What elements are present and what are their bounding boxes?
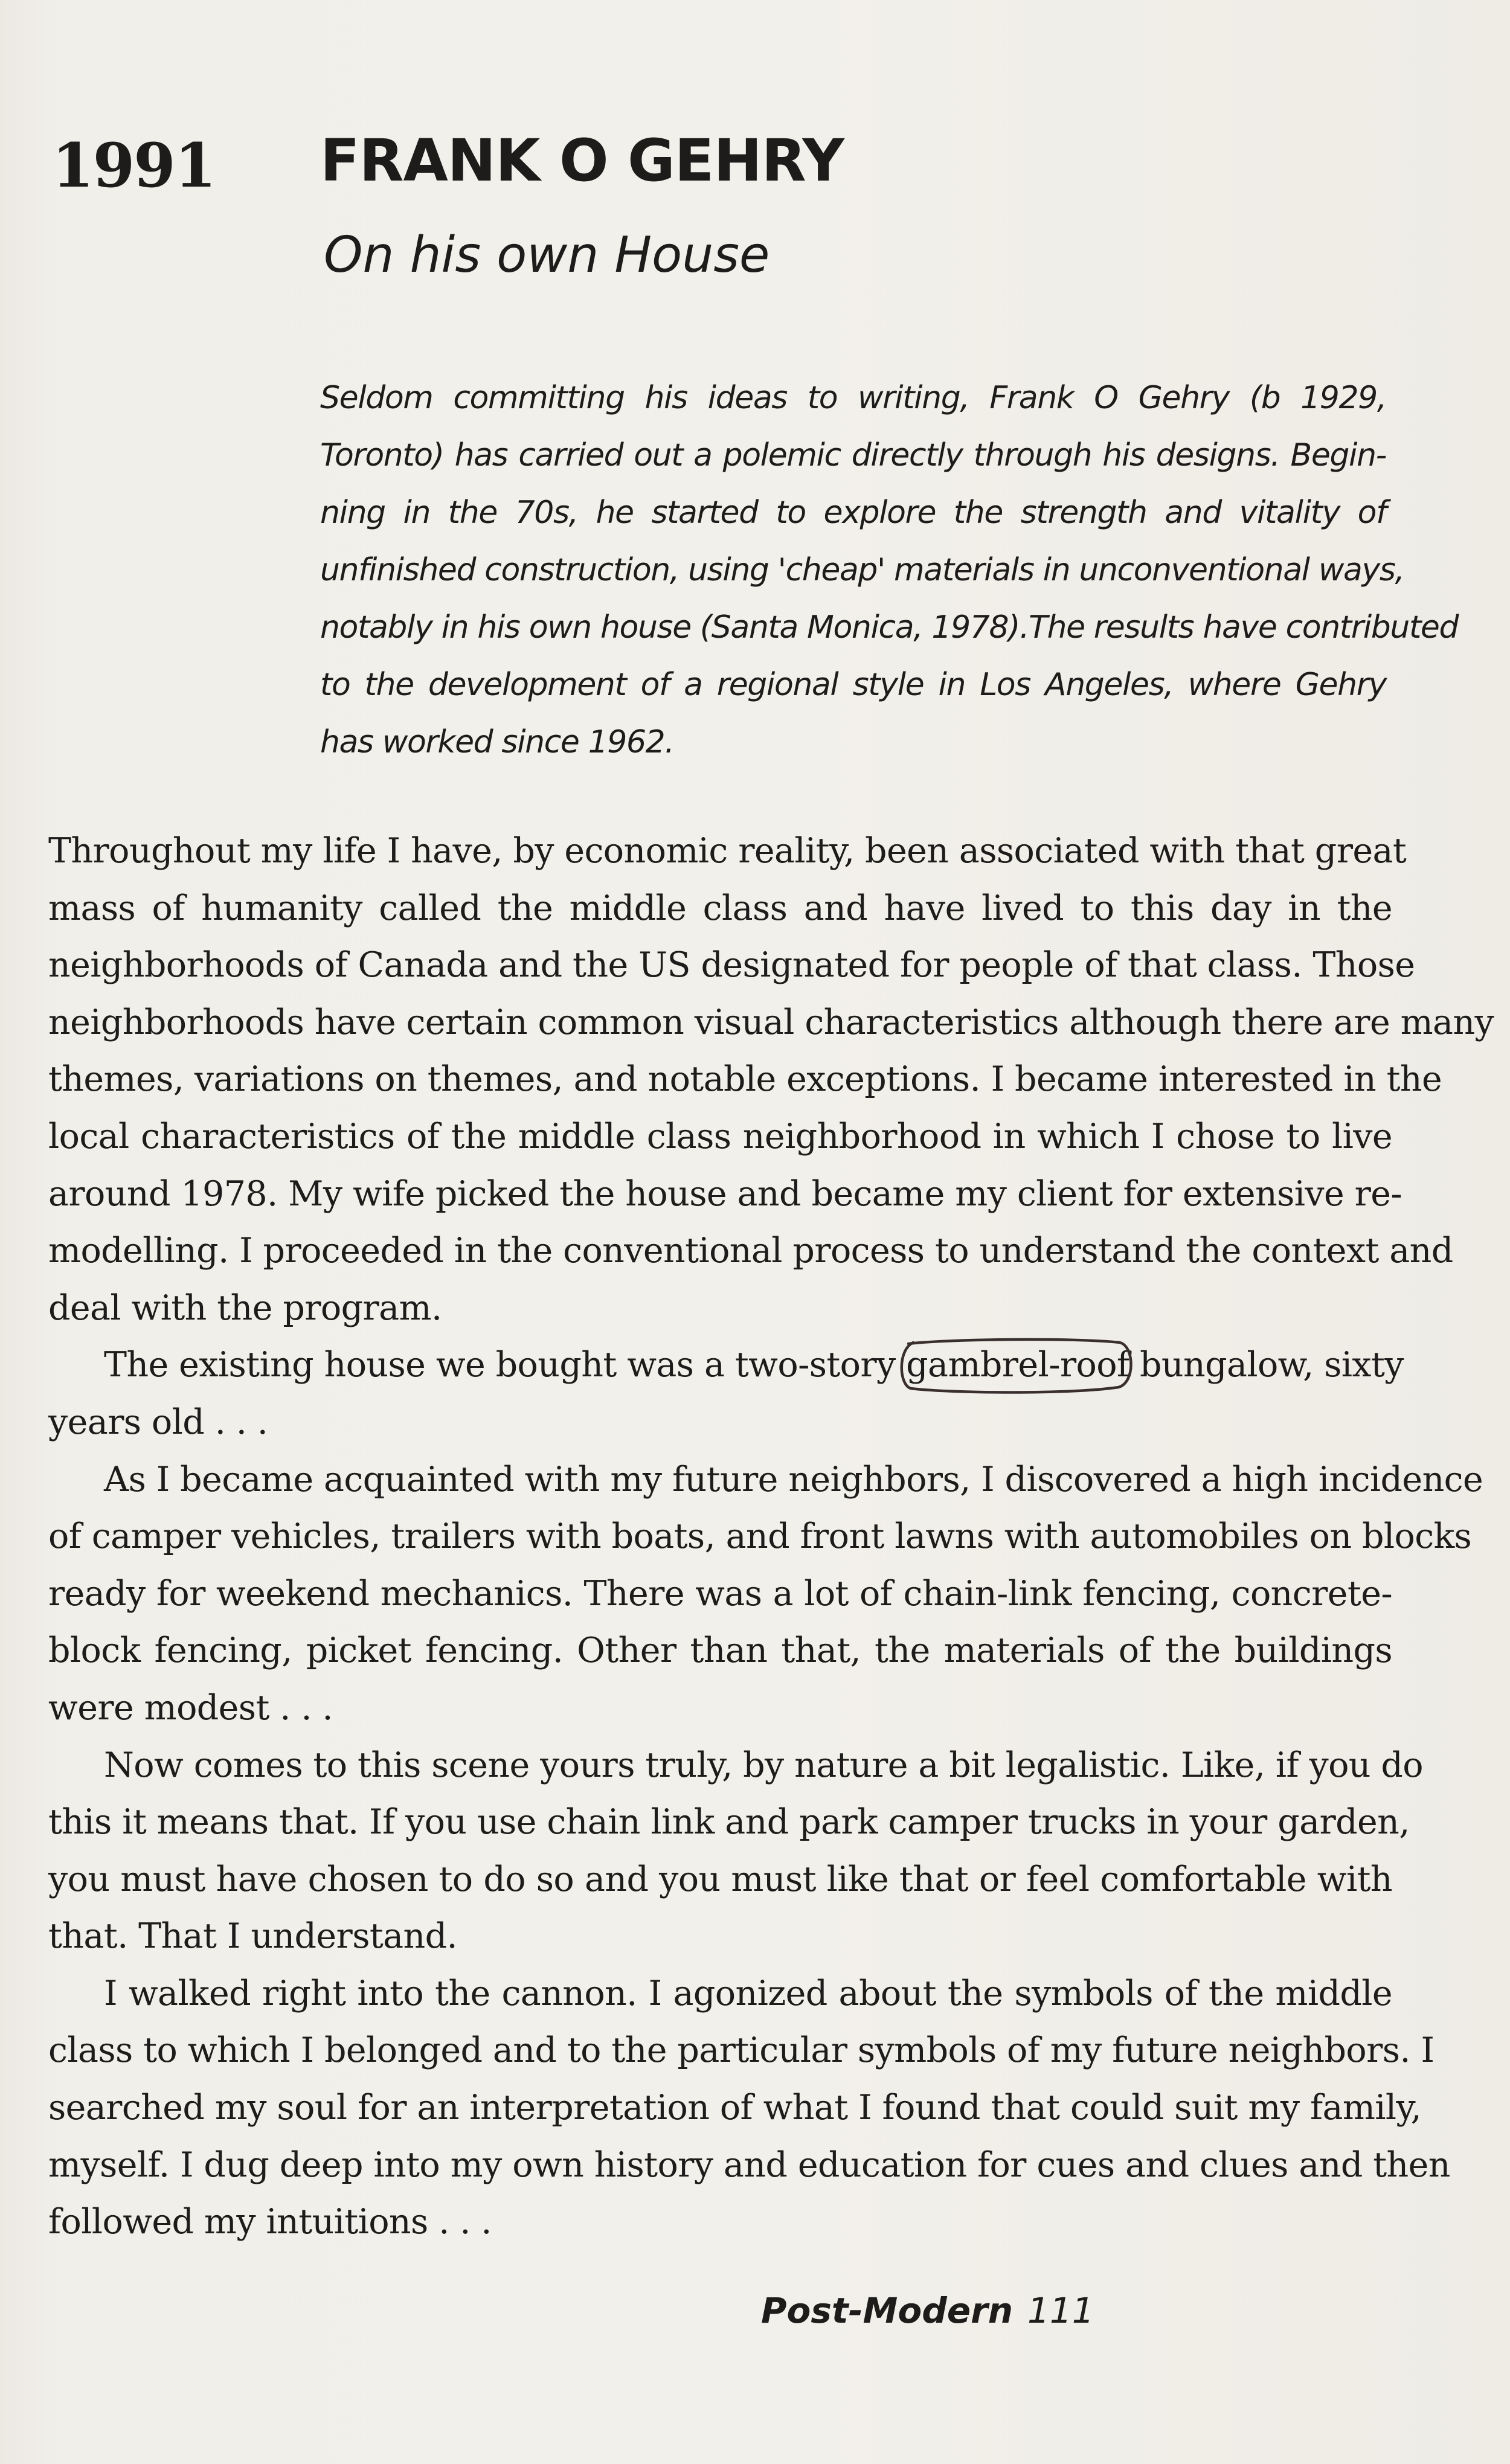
text-line: ready for weekend mechanics. There was a lot of chain-link fencing, concrete-	[48, 1573, 1392, 1614]
page-number: 111	[1027, 2290, 1094, 2331]
text-fragment: bungalow, sixty	[1129, 1345, 1404, 1385]
text-line: neighborhoods have certain common visual characteristics although there are many	[48, 1002, 1494, 1042]
year-heading: 1991	[52, 130, 216, 201]
paragraph-2	[48, 1336, 1404, 1451]
section-title: Post-Modern	[761, 2290, 1013, 2331]
text-line: years old . . .	[48, 1402, 268, 1442]
text-line: As I became acquainted with my future neighbors, I discovered a high incidence	[104, 1459, 1483, 1500]
intro-line: ning in the 70s, he started to explore the strength and vitality of	[320, 495, 1386, 531]
text-line: deal with the program.	[48, 1288, 442, 1328]
text-line: that. That I understand.	[48, 1916, 458, 1957]
text-line: themes, variations on themes, and notable exceptions. I became interested in the	[48, 1059, 1442, 1100]
text-line: this it means that. If you use chain link and park camper trucks in your garden,	[48, 1802, 1410, 1843]
intro-line: to the development of a regional style in Los Angeles, where Gehry	[320, 667, 1386, 703]
text-fragment: The existing house we bought was a two-story	[104, 1345, 907, 1385]
text-line: you must have chosen to do so and you must like that or feel comfortable with	[48, 1859, 1392, 1899]
paragraph-1	[48, 823, 1494, 1336]
paragraph-5	[48, 1965, 1450, 2251]
intro-line: Toronto) has carried out a polemic directly through his designs. Begin-	[320, 437, 1386, 473]
essay-subtitle: On his own House	[324, 226, 770, 284]
intro-line: notably in his own house (Santa Monica, 1978).The results have contributed	[320, 609, 1459, 646]
text-line: around 1978. My wife picked the house and became my client for extensive re-	[48, 1173, 1402, 1214]
text-line: neighborhoods of Canada and the US designated for people of that class. Those	[48, 945, 1415, 986]
text-line: I walked right into the cannon. I agonized about the symbols of the middle	[104, 1973, 1392, 2013]
intro-line: has worked since 1962.	[320, 724, 674, 760]
text-line: mass of humanity called the middle class and have lived to this day in the	[48, 888, 1392, 928]
intro-line: Seldom committing his ideas to writing, Frank O Gehry (b 1929,	[320, 380, 1386, 416]
text-line	[48, 1336, 1404, 1394]
text-line: class to which I belonged and to the particular symbols of my future neighbors. I	[48, 2030, 1434, 2071]
page-footer	[761, 2286, 1094, 2335]
intro-paragraph	[320, 370, 1459, 771]
text-line: modelling. I proceeded in the conventional process to understand the context and	[48, 1231, 1453, 1271]
text-line: block fencing, picket fencing. Other than that, the materials of the buildings	[48, 1631, 1392, 1671]
circled-word	[906, 1336, 1129, 1394]
text-line: searched my soul for an interpretation of what I found that could suit my family,	[48, 2088, 1422, 2128]
text-line: followed my intuitions . . .	[48, 2202, 492, 2242]
paragraph-4	[48, 1737, 1424, 1965]
body-text	[48, 823, 1494, 2251]
text-line: of camper vehicles, trailers with boats, and front lawns with automobiles on blocks	[48, 1516, 1472, 1557]
text-line: were modest . . .	[48, 1687, 333, 1728]
paragraph-3	[48, 1451, 1483, 1737]
intro-line: unfinished construction, using 'cheap' materials in unconventional ways,	[320, 552, 1404, 588]
author-heading: FRANK O GEHRY	[320, 127, 844, 194]
text-line: local characteristics of the middle class neighborhood in which I chose to live	[48, 1116, 1392, 1157]
text-line: Throughout my life I have, by economic reality, been associated with that great	[48, 831, 1407, 871]
circled-word-text: gambrel-roof	[906, 1345, 1129, 1385]
text-line: Now comes to this scene yours truly, by nature a bit legalistic. Like, if you do	[104, 1745, 1424, 1785]
text-line: myself. I dug deep into my own history and education for cues and clues and then	[48, 2145, 1450, 2185]
